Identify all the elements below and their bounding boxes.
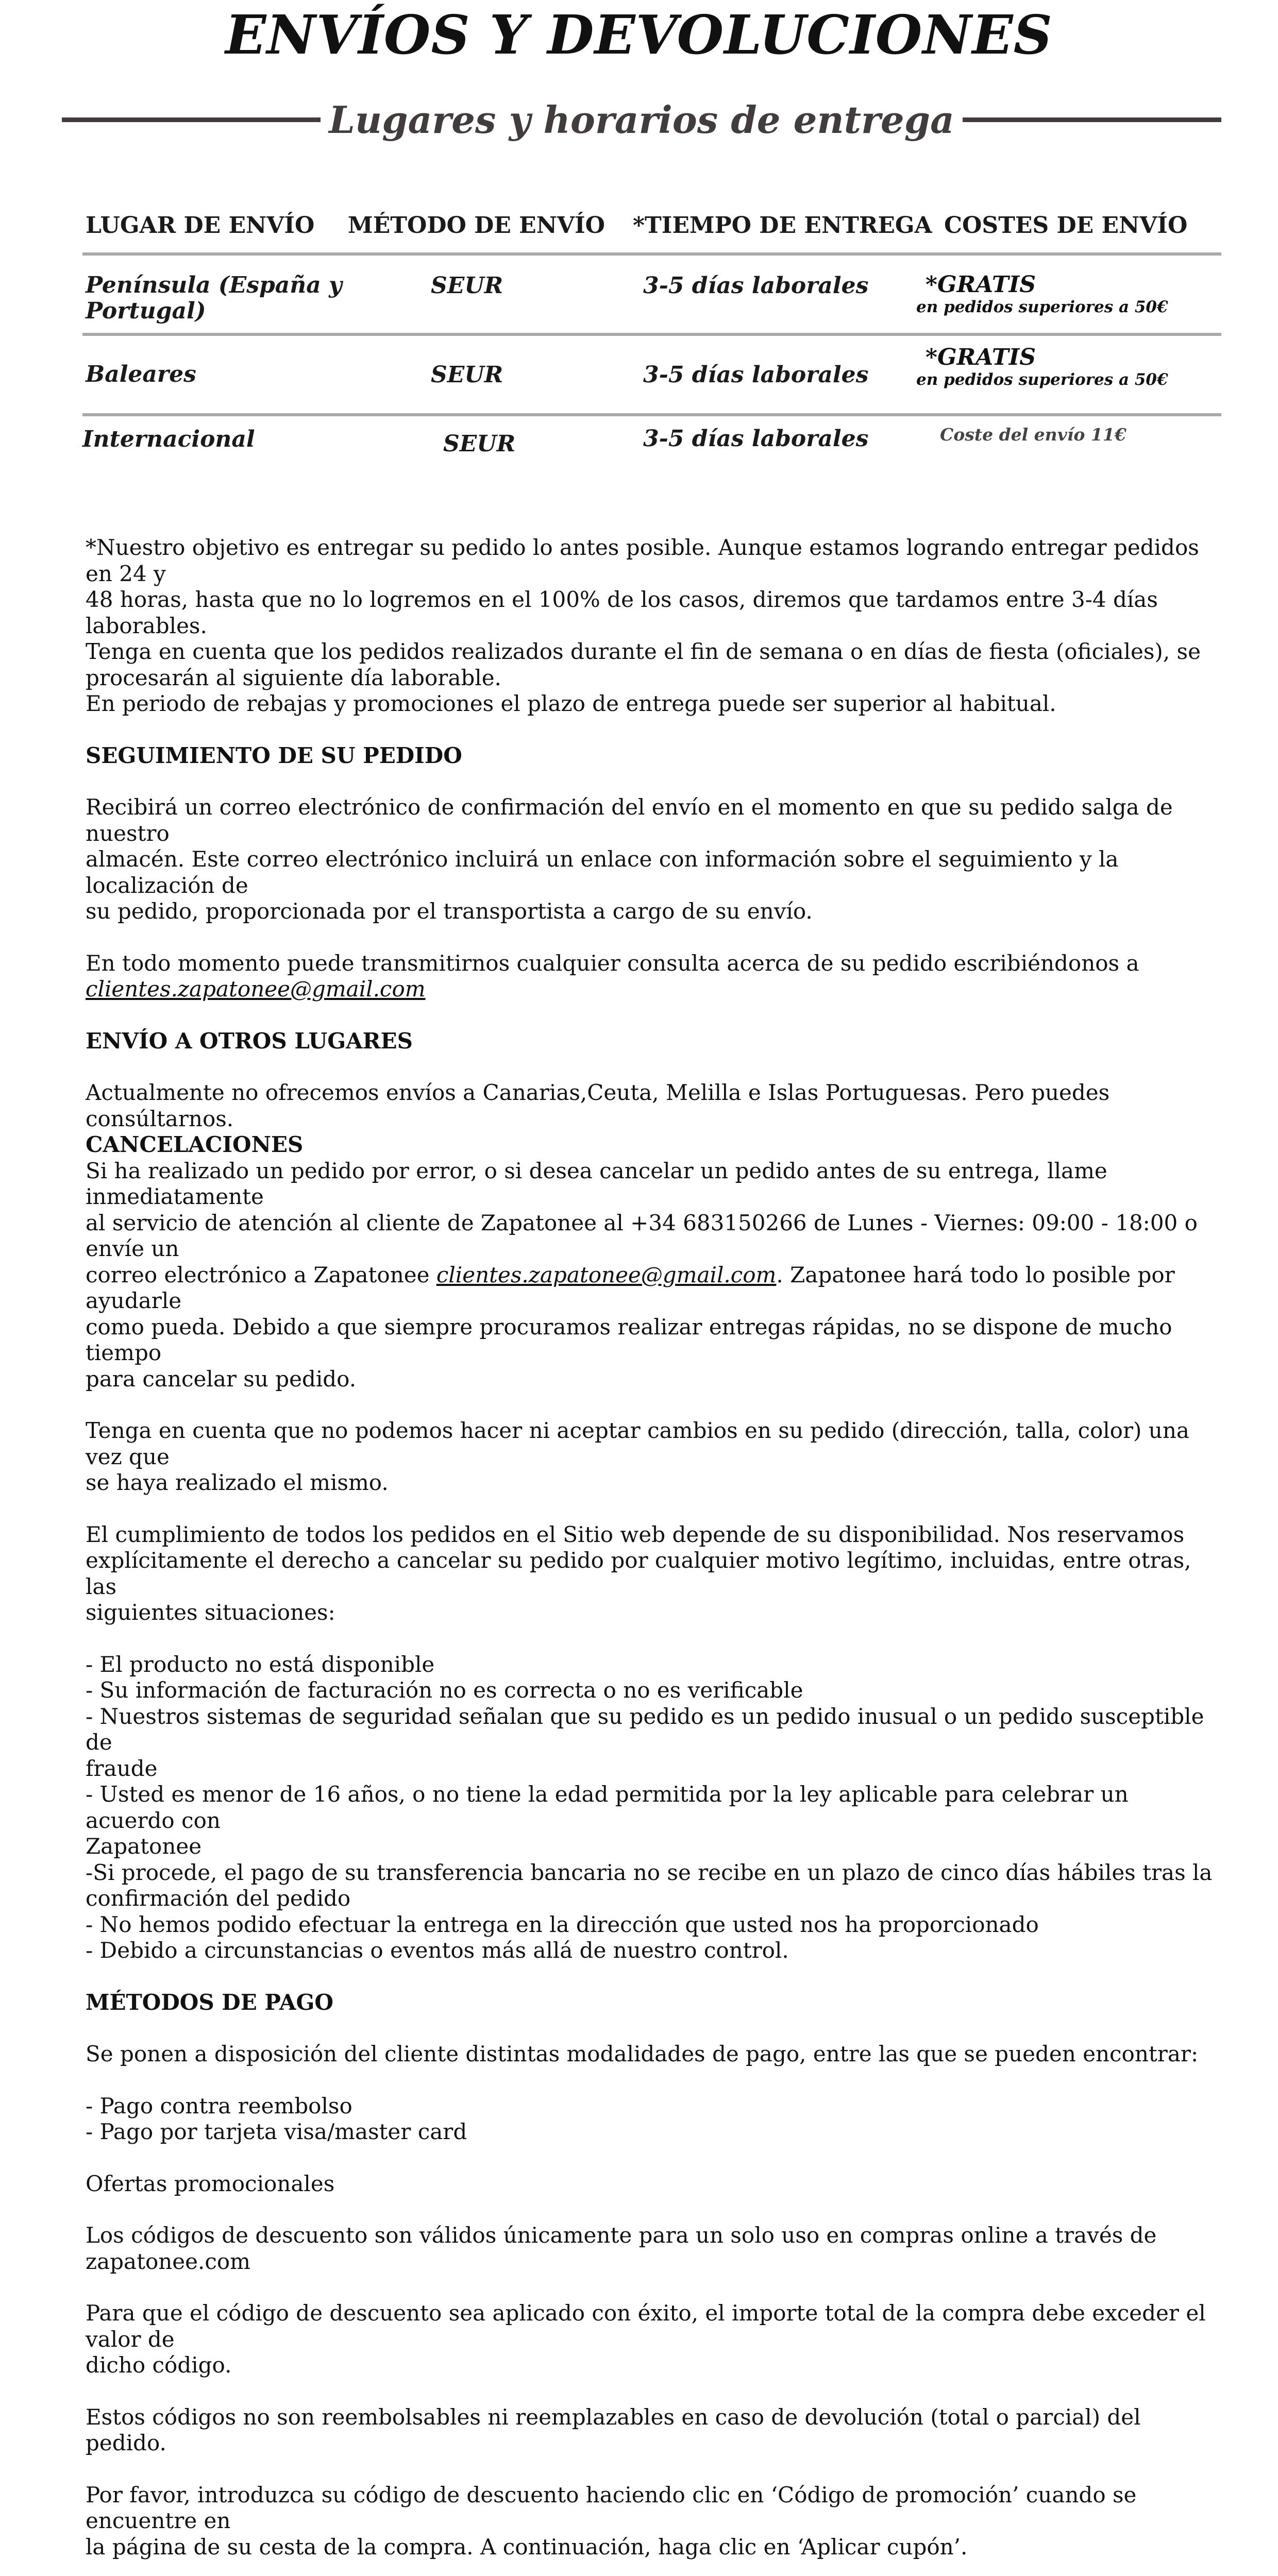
- fulfilment-line: siguientes situaciones:: [86, 1600, 335, 1625]
- tracking-text-line: almacén. Este correo electrónico incluirá un enlace con información sobre el seguimiento y la localización de: [86, 846, 1119, 898]
- row-time: 3-5 días laborales: [643, 273, 869, 299]
- promo-line: zapatonee.com: [86, 2248, 251, 2274]
- situation-item: - Debido a circunstancias o eventos más allá de nuestro control.: [86, 1938, 789, 1963]
- cost-value: Coste del envío 11€: [940, 425, 1126, 445]
- row-time: 3-5 días laborales: [643, 426, 869, 452]
- cost-value: *GRATIS: [926, 272, 1036, 298]
- payment-heading: MÉTODOS DE PAGO: [86, 1989, 333, 2015]
- situation-item: - El producto no está disponible: [86, 1651, 435, 1677]
- situation-item: Zapatonee: [86, 1834, 202, 1859]
- delivery-note-line: procesarán al siguiente día laborable.: [86, 665, 501, 690]
- no-changes-line: Tenga en cuenta que no podemos hacer ni aceptar cambios en su pedido (dirección, talla, color) una vez que: [86, 1418, 1189, 1469]
- cancel-text-line: [86, 1262, 1219, 1314]
- cancel-heading: CANCELACIONES: [86, 1132, 304, 1157]
- cancel-email-link[interactable]: clientes.zapatonee@gmail.com: [436, 1262, 777, 1287]
- payment-intro: Se ponen a disposición del cliente distintas modalidades de pago, entre las que se pueden encontrar:: [86, 2041, 1199, 2066]
- other-places-text: Actualmente no ofrecemos envíos a Canarias,Ceuta, Melilla e Islas Portuguesas. Pero puedes consúltarnos.: [86, 1080, 1110, 1131]
- table-row: [82, 256, 1221, 336]
- row-place: Baleares: [86, 361, 196, 387]
- situation-item: -Si procede, el pago de su transferencia bancaria no se recibe en un plazo de cinco días hábiles tras la: [86, 1859, 1213, 1885]
- contact-text: En todo momento puede transmitirnos cualquier consulta acerca de su pedido escribiéndonos a: [86, 950, 1139, 976]
- cost-condition: en pedidos superiores a 50€: [916, 298, 1168, 316]
- delivery-note-line: Tenga en cuenta que los pedidos realizados durante el fin de semana o en días de fiesta (oficiales), se: [86, 639, 1201, 664]
- promo-line: Estos códigos no son reembolsables ni reemplazables en caso de devolución (total o parcial) del pedido.: [86, 2404, 1141, 2455]
- situation-item: - No hemos podido efectuar la entrega en la dirección que usted nos ha proporcionado: [86, 1911, 1039, 1937]
- page-subtitle: Lugares y horarios de entrega: [329, 98, 954, 142]
- cancel-text-line: Si ha realizado un pedido por error, o si desea cancelar un pedido antes de su entrega, llame inmediatamente: [86, 1158, 1107, 1209]
- header-cost: COSTES DE ENVÍO: [944, 212, 1188, 239]
- cost-value: *GRATIS: [926, 344, 1036, 370]
- subtitle-rule-right: [963, 117, 1221, 122]
- tracking-text-line: su pedido, proporcionada por el transportista a cargo de su envío.: [86, 899, 813, 924]
- cost-condition: en pedidos superiores a 50€: [916, 370, 1168, 389]
- row-place: Península (España y Portugal): [86, 272, 342, 324]
- no-changes-line: se haya realizado el mismo.: [86, 1470, 389, 1495]
- promo-line: Los códigos de descuento son válidos únicamente para un solo uso en compras online a través de: [86, 2223, 1157, 2248]
- header-method: MÉTODO DE ENVÍO: [348, 212, 605, 239]
- promo-line: la página de su cesta de la compra. A continuación, haga clic en ‘Aplicar cupón’.: [86, 2534, 968, 2560]
- delivery-note-line: *Nuestro objetivo es entregar su pedido lo antes posible. Aunque estamos logrando entregar pedidos en 24 y: [86, 535, 1199, 586]
- fulfilment-line: El cumplimiento de todos los pedidos en el Sitio web depende de su disponibilidad. Nos reservamos: [86, 1521, 1185, 1547]
- header-time: *TIEMPO DE ENTREGA: [633, 212, 932, 239]
- situation-item: - Su información de facturación no es correcta o no es verificable: [86, 1677, 803, 1703]
- promo-heading: Ofertas promocionales: [86, 2171, 335, 2196]
- row-cost: [940, 425, 1126, 445]
- other-places-heading: ENVÍO A OTROS LUGARES: [86, 1028, 413, 1054]
- cancel-text-line: al servicio de atención al cliente de Zapatonee al +34 683150266 de Lunes - Viernes: 09:00 - 18:00 o envíe un: [86, 1210, 1198, 1261]
- page-title: ENVÍOS Y DEVOLUCIONES: [225, 3, 1053, 66]
- tracking-heading: SEGUIMIENTO DE SU PEDIDO: [86, 742, 462, 768]
- payment-method-item: - Pago contra reembolso: [86, 2093, 352, 2119]
- row-method: SEUR: [431, 362, 503, 388]
- tracking-text-line: Recibirá un correo electrónico de confirmación del envío en el momento en que su pedido salga de nuestro: [86, 794, 1173, 846]
- promo-line: dicho código.: [86, 2352, 232, 2378]
- row-place: Internacional: [82, 426, 255, 452]
- subtitle-row: [62, 98, 1221, 142]
- situation-item: - Usted es menor de 16 años, o no tiene la edad permitida por la ley aplicable para celebrar un acuerdo con: [86, 1782, 1129, 1833]
- situation-item: - Nuestros sistemas de seguridad señalan que su pedido es un pedido inusual o un pedido susceptible de: [86, 1703, 1204, 1755]
- table-row: [82, 416, 1221, 470]
- row-cost: [916, 273, 1168, 317]
- situation-item: fraude: [86, 1755, 158, 1781]
- promo-line: Por favor, introduzca su código de descuento haciendo clic en ‘Código de promoción’ cuando se encuentre en: [86, 2482, 1137, 2533]
- cancel-text-line: para cancelar su pedido.: [86, 1366, 357, 1392]
- payment-method-item: - Pago por tarjeta visa/master card: [86, 2119, 467, 2144]
- shipping-table: [82, 201, 1221, 470]
- delivery-note-line: 48 horas, hasta que no lo logremos en el 100% de los casos, diremos que tardamos entre 3-4 días laborables.: [86, 587, 1158, 638]
- fulfilment-line: explícitamente el derecho a cancelar su pedido por cualquier motivo legítimo, incluidas, entre otras, las: [86, 1548, 1191, 1599]
- shipping-table-header: [82, 201, 1221, 256]
- cancel-text-before: correo electrónico a Zapatonee: [86, 1262, 436, 1287]
- contact-email-link[interactable]: clientes.zapatonee@gmail.com: [86, 976, 426, 1002]
- promo-line: Para que el código de descuento sea aplicado con éxito, el importe total de la compra debe exceder el valor de: [86, 2300, 1206, 2352]
- row-time: 3-5 días laborales: [643, 362, 869, 388]
- subtitle-rule-left: [62, 117, 321, 122]
- cancel-text-after: . Zapatonee hará todo lo posible por ayudarle: [86, 1262, 1175, 1313]
- policy-content: [86, 535, 1219, 2576]
- delivery-note-line: En periodo de rebajas y promociones el plazo de entrega puede ser superior al habitual.: [86, 691, 1056, 716]
- row-method: SEUR: [443, 431, 516, 457]
- table-row: [82, 336, 1221, 416]
- row-cost: [916, 345, 1168, 389]
- situation-item: confirmación del pedido: [86, 1886, 351, 1911]
- header-place: LUGAR DE ENVÍO: [86, 212, 315, 239]
- cancel-text-line: como pueda. Debido a que siempre procuramos realizar entregas rápidas, no se dispone de mucho tiempo: [86, 1314, 1172, 1365]
- row-method: SEUR: [431, 273, 503, 299]
